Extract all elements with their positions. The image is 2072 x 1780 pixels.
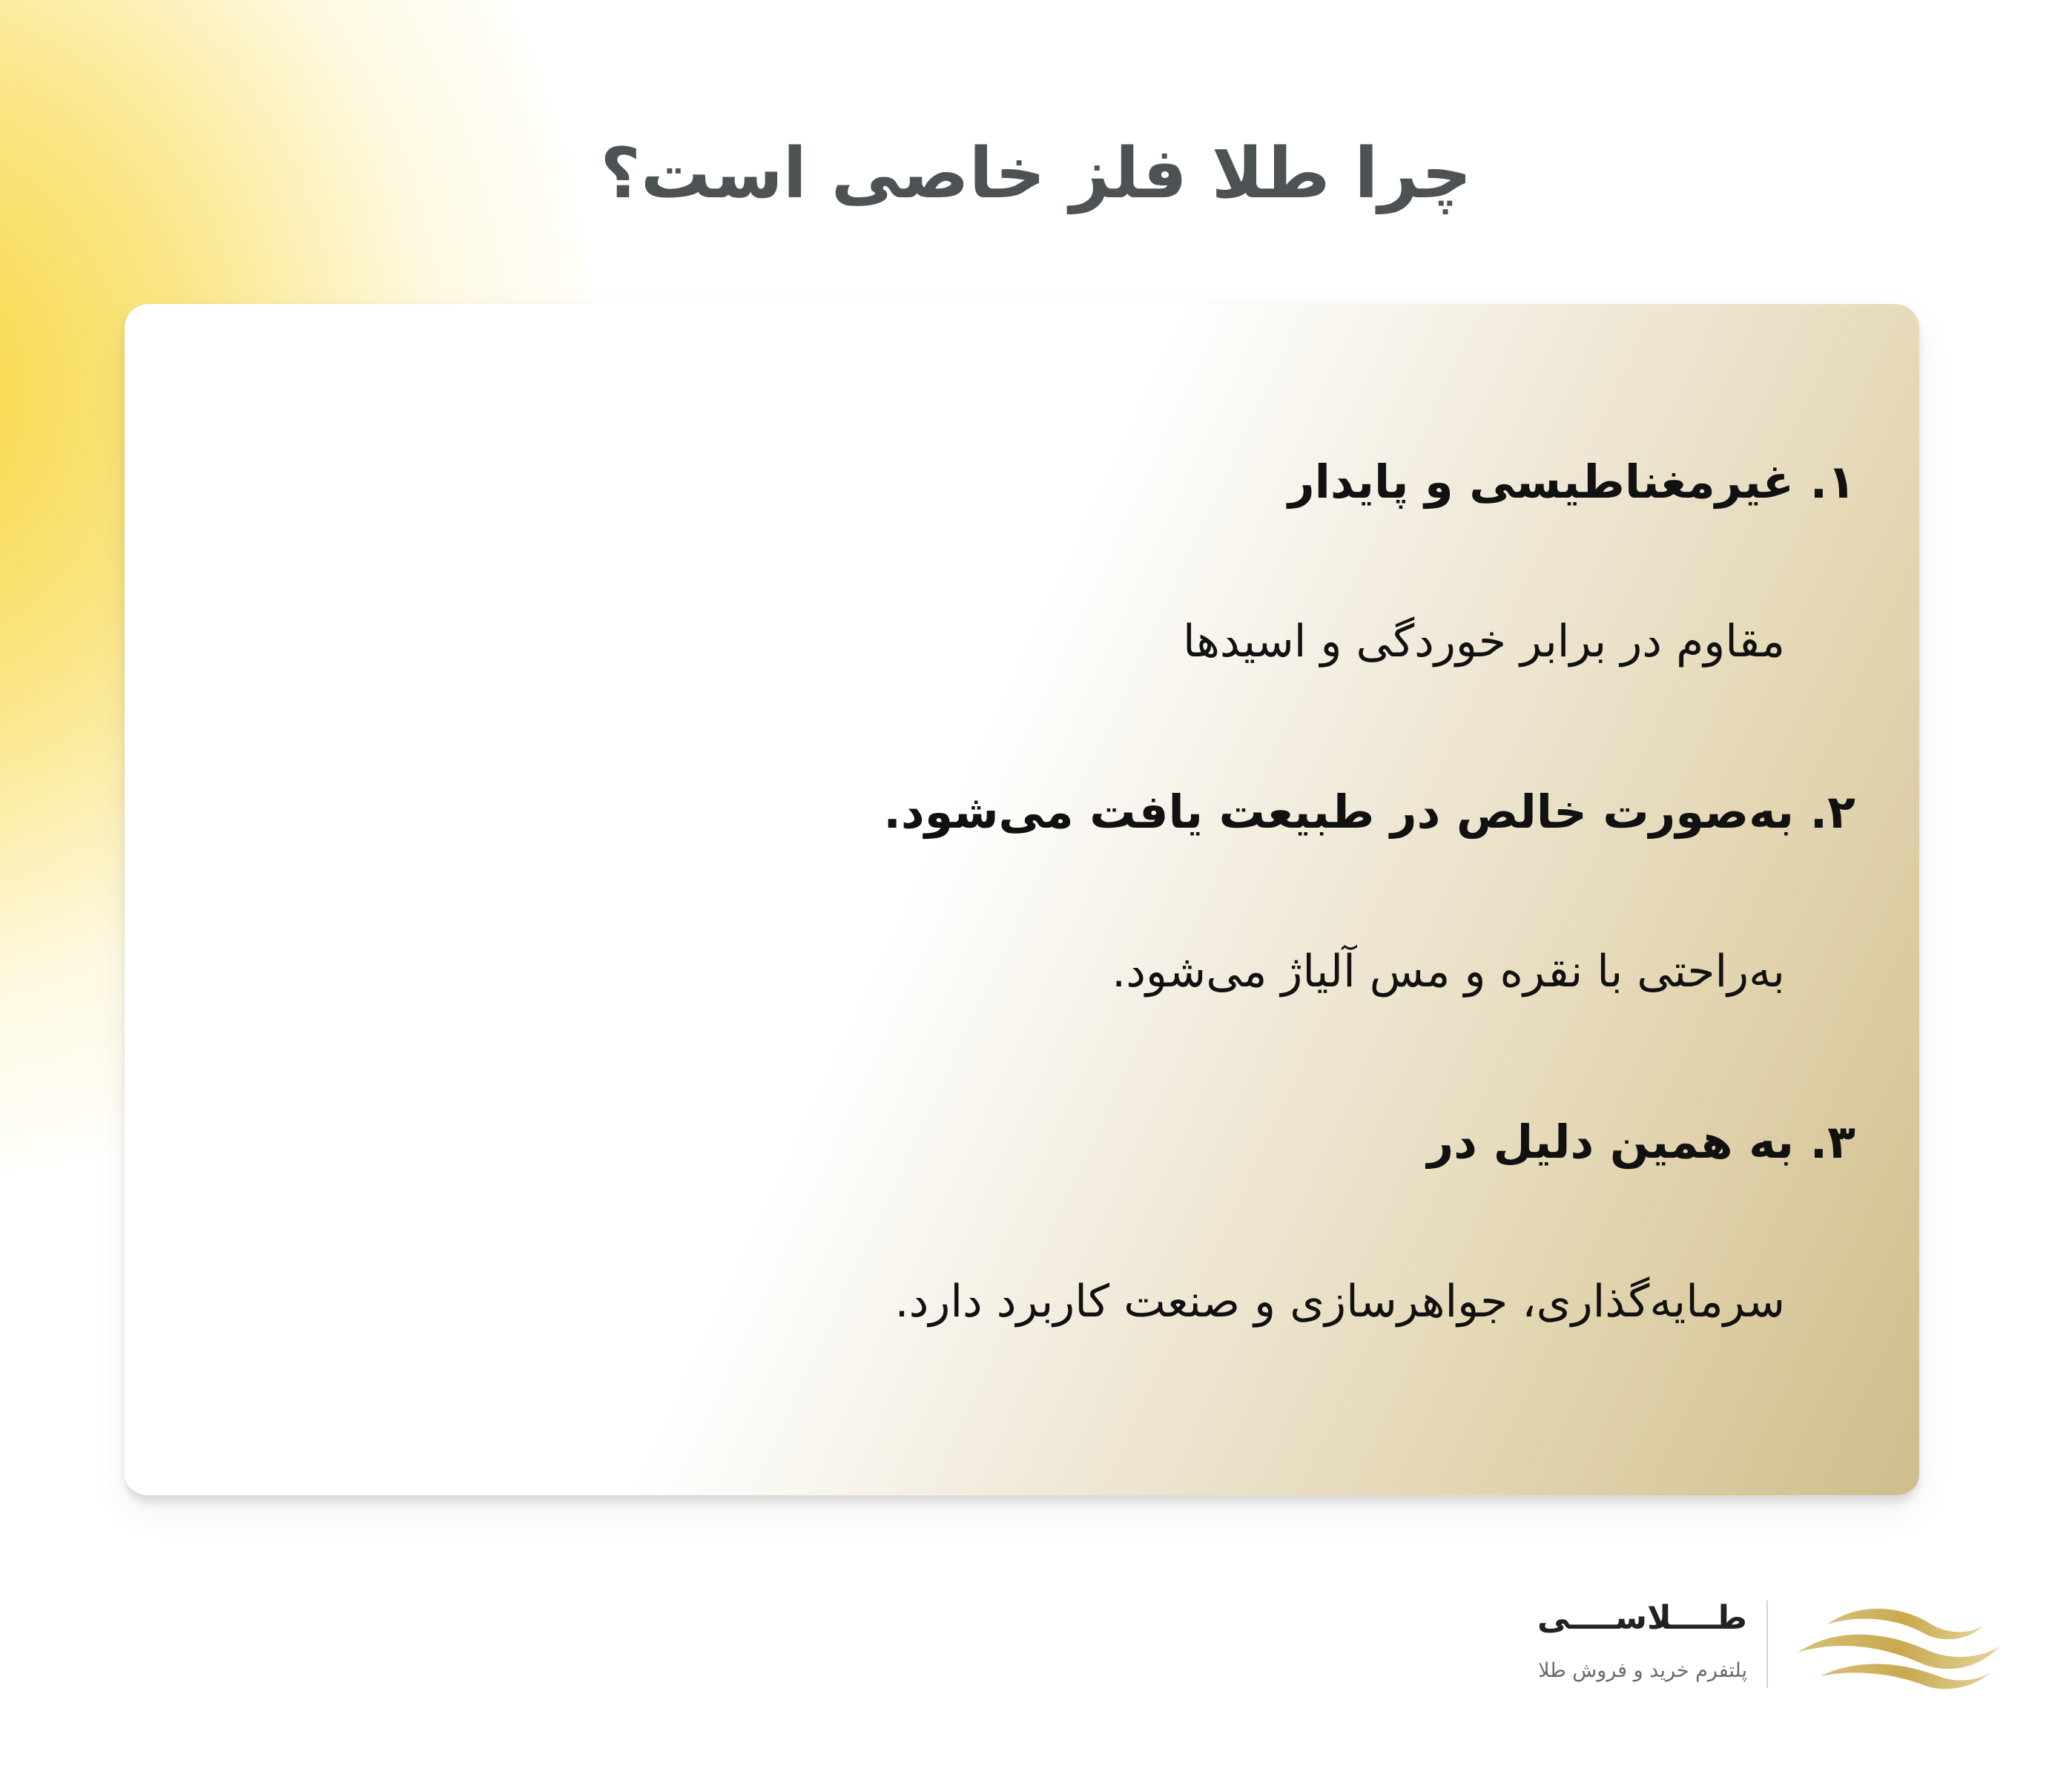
info-list [372, 445, 1855, 1339]
item-description-2: به‌راحتی با نقره و مس آلیاژ می‌شود. [1112, 946, 1785, 998]
brand-name: طــــلاســــی [1537, 1599, 1747, 1637]
item-heading-3: ۳. به همین دلیل در [1427, 1115, 1855, 1169]
item-description-3: سرمایه‌گذاری، جواهرسازی و صنعت کاربرد دارد. [894, 1276, 1785, 1328]
brand-text [1480, 1595, 1747, 1690]
brand-footer [1486, 1595, 2005, 1706]
info-card [125, 304, 1919, 1498]
gold-waves-logo-icon [1783, 1595, 2005, 1691]
page-title: چرا طلا فلز خاصی است؟ [600, 134, 1472, 214]
item-heading-2: ۲. به‌صورت خالص در طبیعت یافت می‌شود. [883, 785, 1855, 839]
brand-divider [1766, 1601, 1768, 1688]
brand-tagline: پلتفرم خرید و فروش طلا [1538, 1659, 1747, 1682]
item-description-1: مقاوم در برابر خوردگی و اسیدها [1182, 616, 1785, 668]
item-heading-1: ۱. غیرمغناطیسی و پایدار [1287, 455, 1855, 509]
